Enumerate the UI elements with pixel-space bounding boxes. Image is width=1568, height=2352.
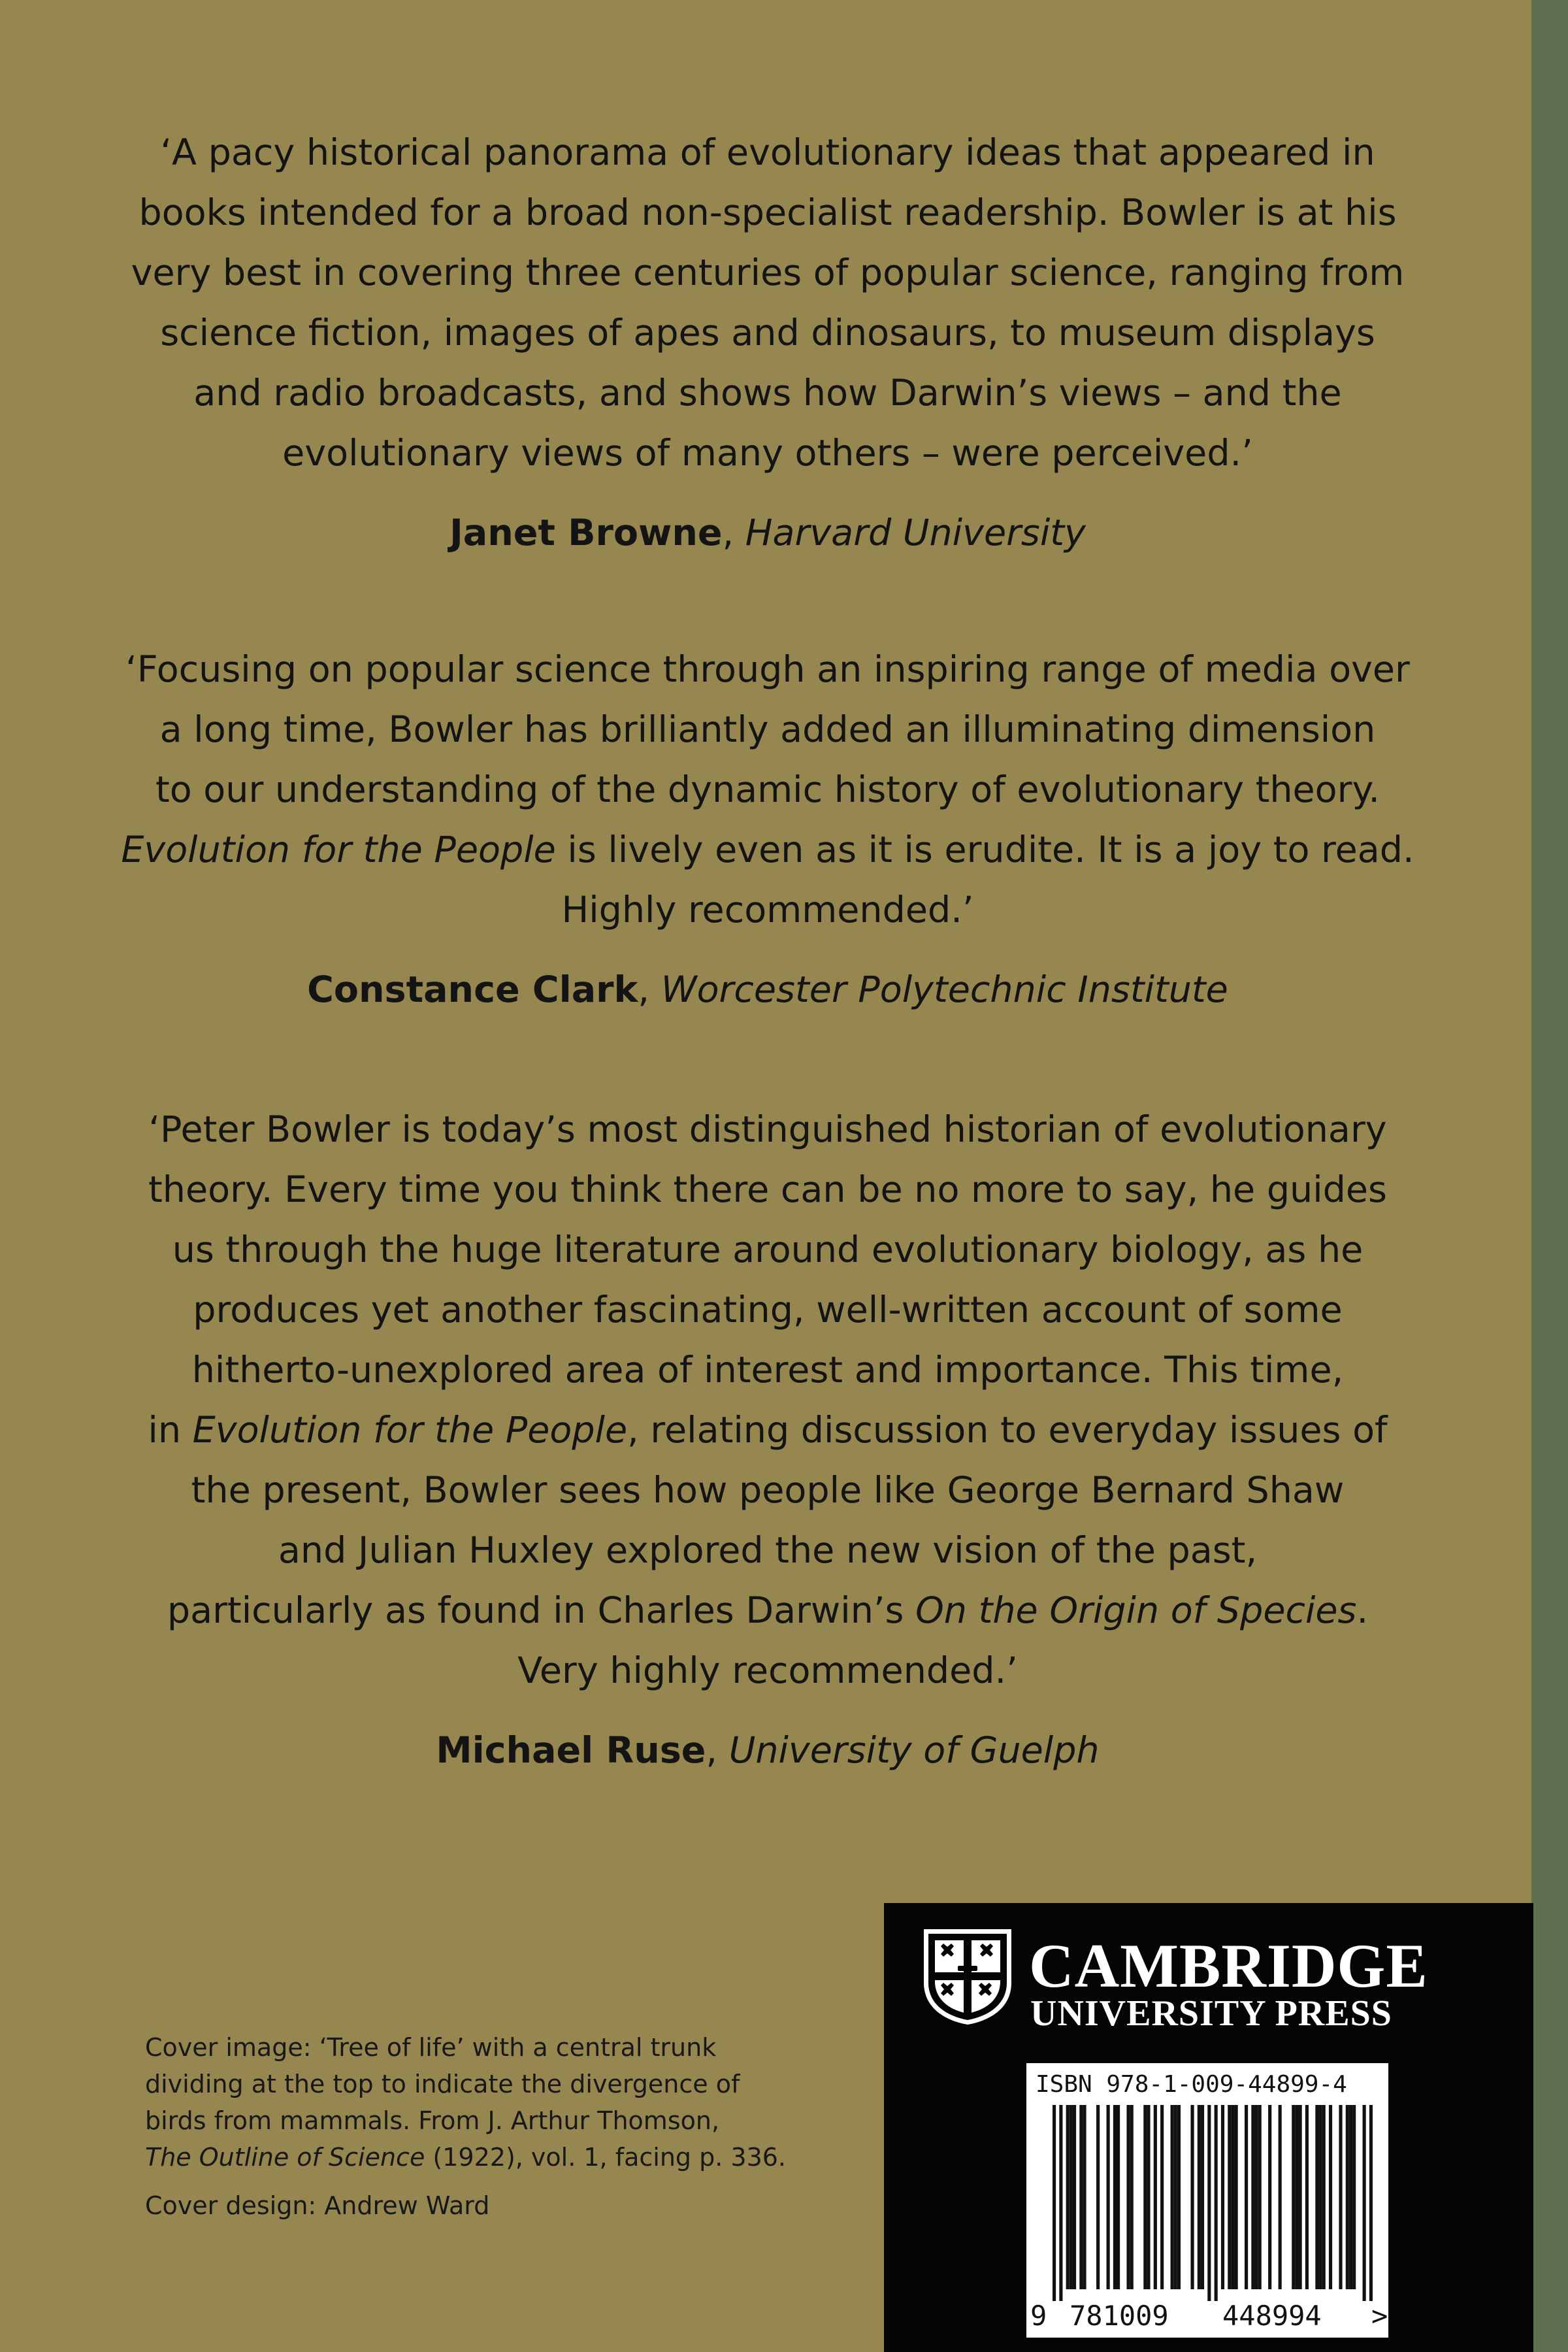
barcode-bar [1083,2105,1086,2289]
review-1-text [111,123,1424,484]
reviewer-institution: University of Guelph [728,1729,1100,1772]
review-line: books intended for a broad non-specialist readership. Bowler is at his [139,191,1397,234]
barcode-bar [1154,2105,1157,2289]
barcode-bar [1117,2105,1120,2289]
publisher-name: CAMBRIDGE [1029,1931,1428,2000]
barcode-left-digits: 781009 [1070,2300,1169,2332]
cover-design-credit: Cover design: Andrew Ward [145,2191,490,2220]
book-title: Evolution for the People [192,1409,628,1451]
university-crest-icon [920,1927,1015,2026]
barcode-bar [1079,2105,1083,2289]
barcode [1053,2105,1373,2301]
barcode-bar [1147,2105,1150,2289]
review-line: evolutionary views of many others – were perceived.’ [282,432,1253,474]
barcode-bar [1279,2105,1282,2289]
barcode-bar [1251,2105,1254,2289]
barcode-bar [1231,2105,1234,2289]
review-line: the present, Bowler sees how people like George Bernard Shaw [191,1469,1345,1512]
review-line: a long time, Bowler has brilliantly added an illuminating dimension [159,708,1376,751]
book-title: On the Origin of Species [915,1589,1357,1632]
review-line: Very highly recommended.’ [517,1649,1018,1692]
barcode-bar [1130,2105,1134,2289]
review-line: and Julian Huxley explored the new vision of the past, [278,1529,1258,1572]
review-3 [111,1100,1424,1781]
barcode-bar [1113,2105,1117,2289]
review-line: very best in covering three centuries of popular science, ranging from [131,252,1405,294]
barcode-bar [1305,2105,1309,2289]
barcode-bar [1221,2105,1224,2289]
barcode-end-mark: > [1371,2300,1388,2332]
barcode-bar [1207,2105,1211,2301]
review-line-rest: , relating discussion to everyday issues of [627,1409,1388,1451]
barcode-bar [1174,2105,1177,2289]
review-line: science fiction, images of apes and dinosaurs, to museum displays [160,312,1375,354]
review-3-text [111,1100,1424,1701]
barcode-bar [1215,2105,1218,2301]
review-line-pre: particularly as found in Charles Darwin’s [167,1589,916,1632]
barcode-bar [1295,2105,1298,2289]
barcode-bar [1315,2105,1318,2289]
barcode-right-digits: 448994 [1222,2300,1322,2332]
barcode-bar [1143,2105,1147,2289]
cover-credits [145,2029,831,2224]
barcode-bar [1349,2105,1352,2289]
barcode-bar [1107,2105,1110,2289]
barcode-bar [1177,2105,1181,2289]
attribution-separator: , [722,512,745,554]
review-line [111,1400,1424,1461]
publisher-subname: UNIVERSITY PRESS [1030,1993,1392,2034]
barcode-bar [1346,2105,1349,2289]
review-line-rest: . [1356,1589,1369,1632]
book-title: Evolution for the People [121,829,556,871]
review-line: and radio broadcasts, and shows how Darwin’s views – and the [193,372,1342,414]
barcode-bar [1318,2105,1322,2289]
review-line: produces yet another fascinating, well-written account of some [193,1289,1343,1331]
credit-line: dividing at the top to indicate the divergence of [145,2070,740,2098]
barcode-bar [1292,2105,1295,2289]
barcode-bar [1066,2105,1070,2289]
barcode-bar [1190,2105,1194,2289]
barcode-bar [1369,2105,1373,2301]
credit-line-rest: (1922), vol. 1, facing p. 336. [425,2143,786,2172]
attribution-separator: , [706,1729,729,1772]
review-line: ‘Peter Bowler is today’s most distinguished historian of evolutionary [148,1108,1387,1151]
credit-line: Cover image: ‘Tree of life’ with a central trunk [145,2033,717,2062]
credit-book-title: The Outline of Science [145,2143,425,2172]
review-line: hitherto-unexplored area of interest and importance. This time, [191,1349,1344,1391]
review-line [111,1581,1424,1641]
barcode-bar [1339,2105,1342,2289]
barcode-bar [1053,2105,1056,2301]
review-line: ‘A pacy historical panorama of evolutionary ideas that appeared in [160,131,1375,174]
reviewer-name: Constance Clark [307,969,638,1011]
barcode-bar [1059,2105,1062,2301]
review-line: to our understanding of the dynamic history of evolutionary theory. [155,769,1380,811]
barcode-bar [1352,2105,1356,2289]
review-2-attribution [111,960,1424,1020]
barcode-bar [1322,2105,1326,2289]
review-1-attribution [111,503,1424,563]
barcode-panel [1026,2063,1388,2338]
reviewer-name: Janet Browne [449,512,723,554]
attribution-separator: , [638,969,661,1011]
review-3-attribution [111,1721,1424,1781]
credit-line [145,2139,831,2176]
review-1 [111,123,1424,563]
barcode-bar [1258,2105,1262,2289]
review-2-text [111,640,1424,940]
barcode-bar [1198,2105,1201,2289]
reviewer-institution: Harvard University [745,512,1086,554]
barcode-bar [1096,2105,1100,2289]
barcode-bar [1254,2105,1258,2289]
barcode-digits [1026,2300,1388,2334]
barcode-bar [1228,2105,1231,2289]
reviewer-name: Michael Ruse [436,1729,706,1772]
barcode-bar [1268,2105,1271,2289]
barcode-bar [1171,2105,1174,2289]
review-line-pre: in [148,1409,193,1451]
barcode-bar [1363,2105,1366,2301]
publisher-box [884,1903,1533,2352]
review-2 [111,640,1424,1020]
credit-line: birds from mammals. From J. Arthur Thomson, [145,2106,720,2135]
barcode-bar [1073,2105,1076,2289]
review-line: Highly recommended.’ [561,889,974,931]
barcode-bar [1329,2105,1332,2289]
reviewer-institution: Worcester Polytechnic Institute [661,969,1228,1011]
review-line [111,820,1424,880]
review-line: ‘Focusing on popular science through an inspiring range of media over [125,648,1410,691]
barcode-bar [1299,2105,1302,2289]
barcode-bar [1160,2105,1164,2289]
spine-strip [1531,0,1568,2352]
barcode-bar [1070,2105,1073,2289]
review-line: theory. Every time you think there can be no more to say, he guides [148,1168,1387,1211]
isbn-text: ISBN 978-1-009-44899-4 [1036,2071,1347,2098]
barcode-first-digit: 9 [1030,2300,1047,2332]
barcode-bar [1245,2105,1248,2289]
barcode-bar [1126,2105,1130,2289]
review-line-rest: is lively even as it is erudite. It is a joy to read. [555,829,1414,871]
review-line: us through the huge literature around evolutionary biology, as he [172,1229,1364,1271]
barcode-bar [1201,2105,1204,2289]
barcode-bar [1235,2105,1238,2289]
